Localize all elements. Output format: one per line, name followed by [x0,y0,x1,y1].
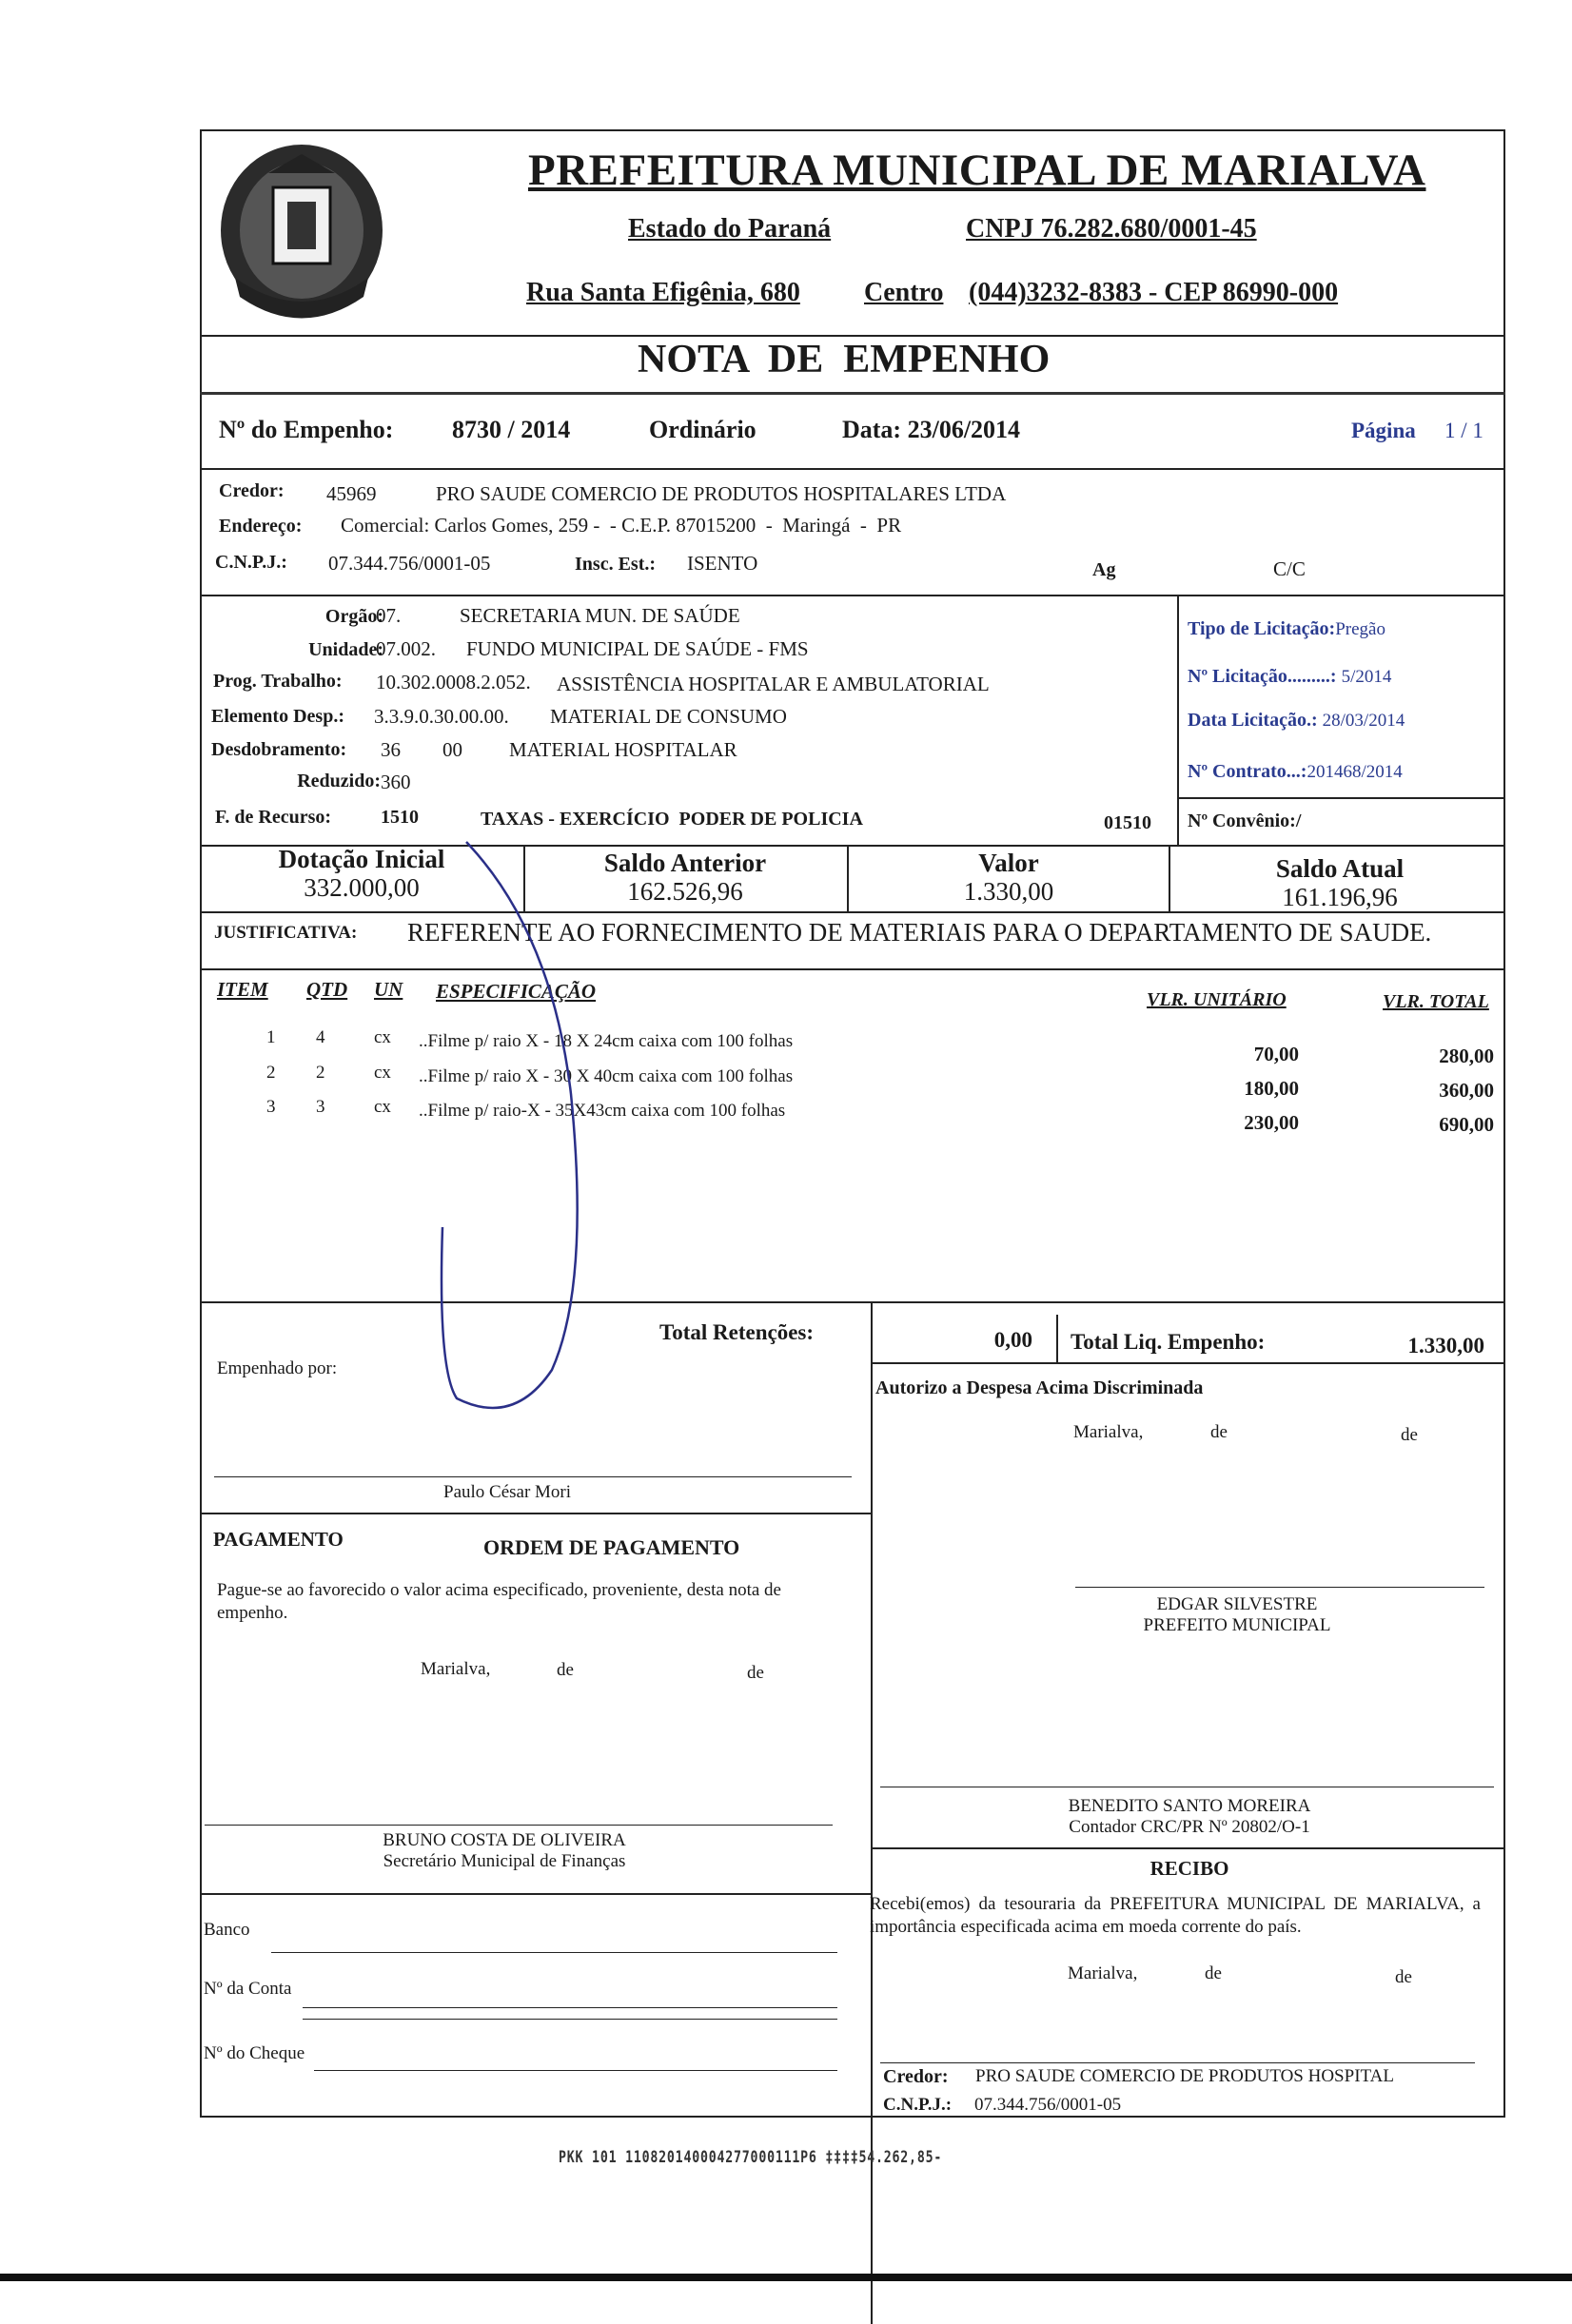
elem-label: Elemento Desp.: [211,706,344,727]
contador-name: BENEDITO SANTO MOREIRA [1068,1796,1311,1816]
credor-address: Comercial: Carlos Gomes, 259 - - C.E.P. 87015200 - Maringá - PR [341,514,902,537]
credor-label: Credor: [219,480,285,501]
item-total: 280,00 [1439,1045,1494,1067]
insc-value: ISENTO [687,552,758,575]
item-spec: ..Filme p/ raio X - 18 X 24cm caixa com 100 folhas [419,1031,794,1051]
divider [871,1847,1505,1849]
state-name: Estado do Paraná [628,214,832,244]
num-value: 5/2014 [1341,667,1392,687]
street-address: Rua Santa Efigênia, 680 [526,278,800,307]
contador-role: Contador CRC/PR Nº 20802/O-1 [1069,1817,1310,1837]
signature-line [1075,1587,1484,1588]
empenho-type: Ordinário [649,416,757,443]
banco-label: Banco [204,1920,250,1940]
col-unit-price: VLR. UNITÁRIO [1147,989,1287,1010]
pagamento-de2: de [747,1663,764,1683]
unidade-name: FUNDO MUNICIPAL DE SAÚDE - FMS [466,637,809,660]
item-unit: cx [374,1063,391,1083]
cheque-line[interactable] [314,2070,837,2071]
item-qtd: 4 [316,1027,325,1047]
divider [200,968,1505,970]
empenhado-label: Empenhado por: [217,1358,338,1378]
divider [200,911,1505,913]
ag-label: Ag [1092,559,1116,580]
orgao-name: SECRETARIA MUN. DE SAÚDE [460,604,740,627]
footer-cnpj-label: C.N.P.J.: [883,2095,953,2115]
prog-code: 10.302.0008.2.052. [376,671,531,693]
insc-label: Insc. Est.: [575,554,657,575]
saldo-atual-value: 161.196,96 [1282,883,1398,911]
divider [847,845,849,911]
empenhado-name: Paulo César Mori [443,1482,572,1502]
licitacao-number [1188,666,1391,688]
cnpj: CNPJ 76.282.680/0001-45 [966,214,1257,244]
signature-stroke [438,837,609,1427]
divider [871,1362,1505,1364]
fonte-code: 1510 [381,807,419,828]
divider [1177,595,1179,847]
dotacao-inicial-value: 332.000,00 [304,873,420,902]
col-spec: ESPECIFICAÇÃO [436,980,597,1003]
item-unit: cx [374,1097,391,1117]
prog-name: ASSISTÊNCIA HOSPITALAR E AMBULATORIAL [557,673,990,695]
signature-line [214,1476,852,1477]
orgao-label: Orgão: [324,606,383,627]
tipo-value: Pregão [1335,619,1385,639]
fonte-label: F. de Recurso: [215,807,332,828]
tipo-label: Tipo de Licitação: [1188,618,1336,639]
divider [200,392,1505,395]
empenho-label: Nº do Empenho: [219,416,394,443]
district: Centro [864,278,944,307]
desd-name: MATERIAL HOSPITALAR [509,738,737,761]
page-number: 1 / 1 [1444,419,1484,442]
justificativa-label: JUSTIFICATIVA: [214,923,358,943]
item-qtd: 3 [316,1097,325,1117]
col-qtd: QTD [306,978,348,1001]
saldo-anterior-label: Saldo Anterior [603,849,767,877]
unidade-label: Unidade: [308,639,383,660]
divider [200,595,1505,596]
divider [200,1301,1505,1303]
dotacao-inicial-label: Dotação Inicial [278,845,445,873]
autorizo-text: Autorizo a Despesa Acima Discriminada [875,1377,1204,1398]
divider [1177,797,1505,799]
phone-cep: (044)3232-8383 - CEP 86990-000 [969,278,1339,307]
conta-line-2 [303,2019,837,2020]
pagamento-de1: de [557,1660,574,1680]
autorizo-de2: de [1401,1425,1418,1445]
pagamento-label: PAGAMENTO [213,1528,344,1551]
barcode-text: PKK 101 110820140004277000111P6 ‡‡‡‡54.262,85- [559,2148,943,2167]
ordem-pagamento: ORDEM DE PAGAMENTO [483,1535,740,1559]
desd-label: Desdobramento: [211,739,347,760]
signature-line [205,1825,833,1826]
cheque-label: Nº do Cheque [204,2043,305,2063]
item-unit: cx [374,1027,391,1047]
signature-line [880,2062,1475,2063]
autorizo-de1: de [1210,1422,1228,1442]
convenio-label: Nº Convênio:/ [1188,810,1302,831]
footer-credor-name: PRO SAUDE COMERCIO DE PRODUTOS HOSPITAL [975,2066,1394,2086]
item-number: 2 [266,1063,276,1083]
item-qtd: 2 [316,1063,325,1083]
prefeito-name: EDGAR SILVESTRE [1156,1594,1318,1614]
data-value: 28/03/2014 [1322,711,1405,731]
total-retencoes-label: Total Retenções: [659,1320,815,1344]
col-item: ITEM [217,978,268,1001]
valor-value: 1.330,00 [963,877,1054,906]
secretario-name: BRUNO COSTA DE OLIVEIRA [383,1830,626,1850]
credor-name: PRO SAUDE COMERCIO DE PRODUTOS HOSPITALARES LTDA [436,482,1007,505]
orgao-code: 07. [376,604,402,627]
desd-code: 36 [381,738,401,761]
elem-name: MATERIAL DE CONSUMO [550,705,787,728]
divider [200,1513,871,1514]
divider [871,1301,873,2324]
item-number: 3 [266,1097,276,1117]
recibo-place: Marialva, [1068,1963,1138,1983]
autorizo-place: Marialva, [1073,1422,1144,1442]
coat-of-arms-logo [211,135,392,335]
valor-label: Valor [978,849,1039,877]
prog-label: Prog. Trabalho: [213,671,343,692]
footer-cnpj: 07.344.756/0001-05 [974,2095,1122,2115]
recibo-de2: de [1395,1967,1412,1987]
contrato-value: 201468/2014 [1307,762,1403,782]
divider [200,1893,871,1895]
recibo-de1: de [1205,1963,1222,1983]
desd-sub: 00 [442,738,462,761]
conta-label: Nº da Conta [204,1979,292,1999]
col-un: UN [374,978,403,1001]
recibo-text: Recebi(emos) da tesouraria da PREFEITURA MUNICIPAL DE MARIALVA, a importância especificada acima em moeda corrente do país. [870,1894,1481,1937]
unidade-code: 07.002. [376,637,436,660]
reduzido-label: Reduzido: [297,771,381,791]
page-label: Página [1351,419,1416,442]
num-label: Nº Licitação.........: [1188,666,1337,687]
municipality-title: PREFEITURA MUNICIPAL DE MARIALVA [528,146,1426,195]
total-liq-label: Total Liq. Empenho: [1071,1330,1266,1354]
divider [1169,845,1170,911]
credor-code: 45969 [326,482,377,505]
item-spec: ..Filme p/ raio-X - 35X43cm caixa com 100 folhas [419,1101,786,1121]
item-total: 360,00 [1439,1079,1494,1102]
cc-label: C/C [1273,557,1306,580]
saldo-anterior-value: 162.526,96 [627,877,743,906]
empenho-number: 8730 / 2014 [452,416,571,443]
item-unit-price: 230,00 [1244,1111,1299,1134]
cnpj-label: C.N.P.J.: [215,552,287,573]
saldo-atual-label: Saldo Atual [1275,854,1405,883]
item-unit-price: 70,00 [1253,1043,1299,1065]
item-unit-price: 180,00 [1244,1077,1299,1100]
footer-credor-label: Credor: [883,2066,949,2087]
col-total: VLR. TOTAL [1383,991,1489,1012]
empenho-date: Data: 23/06/2014 [842,416,1021,443]
reduzido-value: 360 [381,771,411,793]
item-total: 690,00 [1439,1113,1494,1136]
total-liq-value: 1.330,00 [1407,1334,1484,1357]
pagamento-place: Marialva, [421,1659,491,1679]
secretario-role: Secretário Municipal de Finanças [383,1851,626,1871]
fonte-name: TAXAS - EXERCÍCIO PODER DE POLICIA [481,809,863,830]
divider [200,468,1505,470]
data-label: Data Licitação.: [1188,710,1318,731]
licitacao-date [1188,710,1405,732]
contrato [1188,761,1403,783]
contrato-label: Nº Contrato...: [1188,761,1307,782]
item-number: 1 [266,1027,276,1047]
total-retencoes-value: 0,00 [993,1328,1032,1352]
scan-edge [0,2274,1572,2281]
conta-line[interactable] [303,2007,837,2008]
credor-cnpj: 07.344.756/0001-05 [328,552,491,575]
justificativa-text: REFERENTE AO FORNECIMENTO DE MATERIAIS PARA O DEPARTAMENTO DE SAUDE. [407,918,1432,947]
document-title: NOTA DE EMPENHO [638,338,1051,381]
pagamento-text: Pague-se ao favorecido o valor acima especificado, proveniente, desta nota de empenho. [217,1580,781,1623]
licitacao-type [1188,618,1385,640]
divider [1056,1315,1058,1362]
banco-line[interactable] [271,1952,837,1953]
prefeito-role: PREFEITO MUNICIPAL [1143,1615,1331,1635]
recibo-title: RECIBO [1150,1857,1229,1880]
item-spec: ..Filme p/ raio X - 30 X 40cm caixa com 100 folhas [419,1066,794,1086]
fonte-number: 01510 [1104,812,1151,833]
address-label: Endereço: [219,516,303,537]
elem-code: 3.3.9.0.30.00.00. [374,705,509,728]
